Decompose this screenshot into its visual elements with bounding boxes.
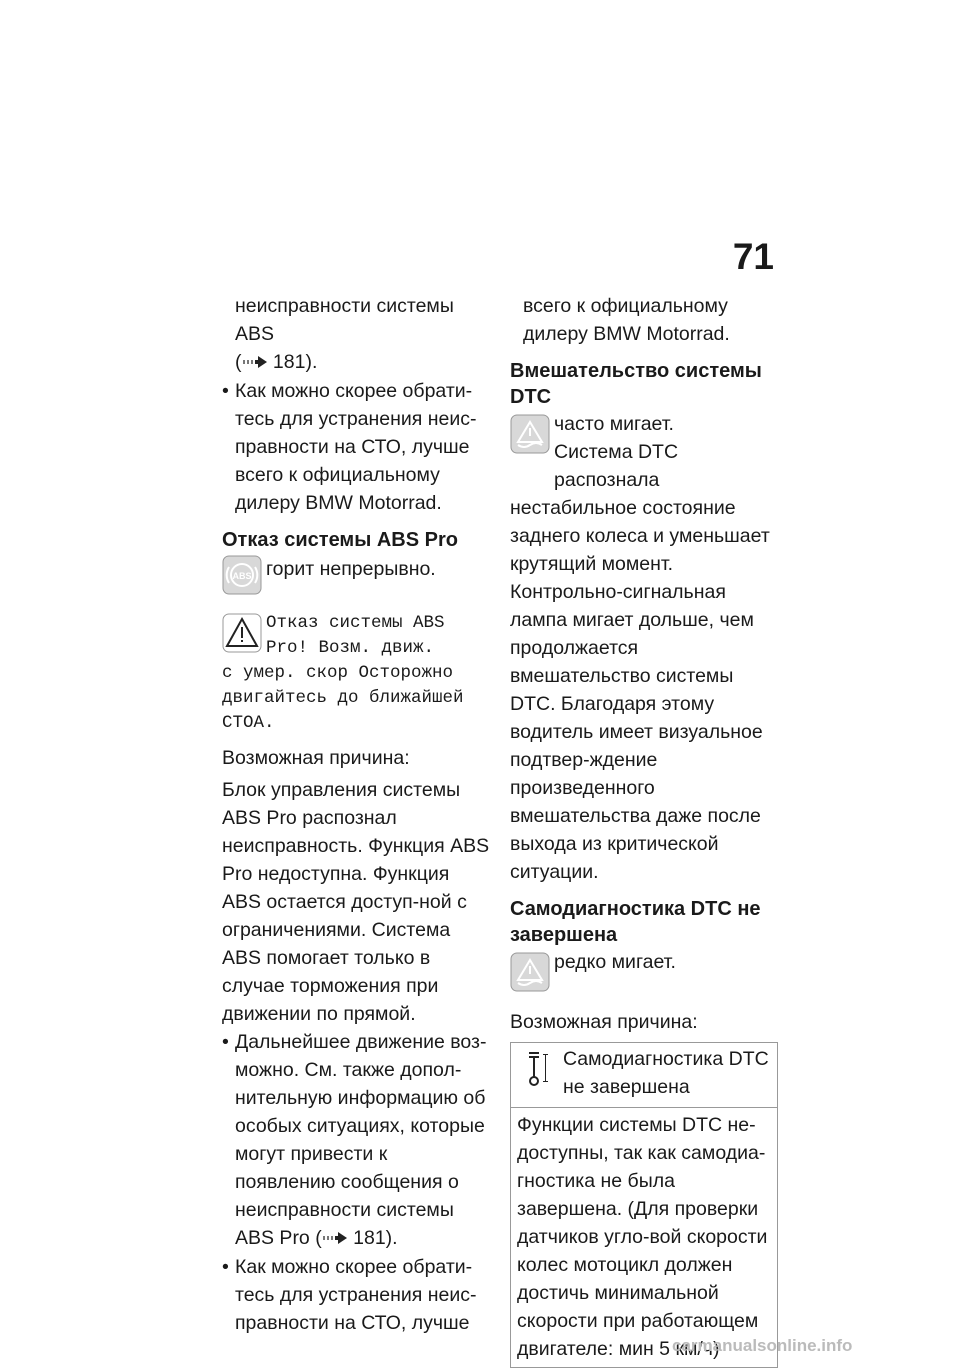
continued-text: всего к официальному дилеру BMW Motorrad. bbox=[523, 295, 730, 345]
section-heading-diag: Самодиагностика DTC не завершена bbox=[510, 898, 761, 946]
cause-label: Возможная причина: bbox=[510, 1011, 698, 1033]
lamp-status: часто мигает. Система DTC распознала bbox=[554, 413, 679, 491]
left-column bbox=[222, 292, 490, 1337]
svg-text:ABS: ABS bbox=[232, 570, 252, 581]
list-item: • Дальнейшее движение воз-можно. См. также допол-нительную информацию об особых ситуациях, которые могут привести к появлению сообщения о неисправности системы ABS Pro ( 181). bbox=[222, 1028, 490, 1253]
page-number: 71 bbox=[732, 236, 774, 277]
lamp-status: горит непрерывно. bbox=[266, 557, 436, 580]
display-message: Отказ системы ABS Pro! Возм. движ. bbox=[266, 612, 445, 658]
info-box-text: Функции системы DTC не-доступны, так как самодиа-гностика не была завершена. (Для проверки датчиков угло-вой скорости колес мотоцикл должен достичь минимальной скорости при работающем двигателе: мин 5 км/ч) bbox=[517, 1114, 768, 1360]
list-item: • Как можно скорее обрати-тесь для устранения неис-правности на СТО, лучше всего к официальному дилеру BMW Motorrad. bbox=[222, 377, 490, 517]
cause-label: Возможная причина: bbox=[222, 746, 410, 769]
dtc-warning-lamp-icon bbox=[510, 414, 550, 462]
right-column bbox=[510, 292, 778, 1368]
section-heading-dtc: Вмешательство системы DTC bbox=[510, 360, 762, 408]
list-item: • Как можно скорее обрати-тесь для устранения неис-правности на СТО, лучше bbox=[222, 1253, 490, 1337]
continued-text: неисправности системы ABS ( 181). bbox=[222, 292, 490, 377]
info-box-title: Самодиагностика DTC не завершена bbox=[563, 1048, 769, 1098]
lamp-status: редко мигает. bbox=[554, 951, 676, 973]
reference-arrow-icon bbox=[322, 1225, 348, 1253]
reference-arrow-icon bbox=[242, 349, 268, 377]
abs-warning-lamp-icon bbox=[222, 555, 262, 603]
display-message-cont: с умер. скор Осторожно двигайтесь до ближайшей СТОА. bbox=[222, 662, 464, 733]
cause-text: Блок управления системы ABS Pro распознал неисправность. Функция ABS Pro недоступна. Функция ABS остается доступ-ной с ограничениями. Система ABS помогает только в случае торможения при движении по прямой. bbox=[222, 778, 490, 1025]
speedometer-diag-icon bbox=[515, 1049, 551, 1101]
section-heading-abs: Отказ системы ABS Pro bbox=[222, 528, 458, 551]
dtc-text: нестабильное состояние заднего колеса и уменьшает крутящий момент. Контрольно-сигнальная лампа мигает дольше, чем продолжается вмешательство системы DTC. Благодаря этому водитель имеет визуальное подтвер-ждение произведенного вмешательства даже после выхода из критической ситуации. bbox=[510, 497, 770, 883]
info-box bbox=[510, 1042, 778, 1368]
warning-triangle-icon bbox=[222, 613, 262, 661]
dtc-warning-lamp-icon bbox=[510, 952, 550, 1000]
watermark: carmanualsonline.info bbox=[672, 1336, 853, 1355]
